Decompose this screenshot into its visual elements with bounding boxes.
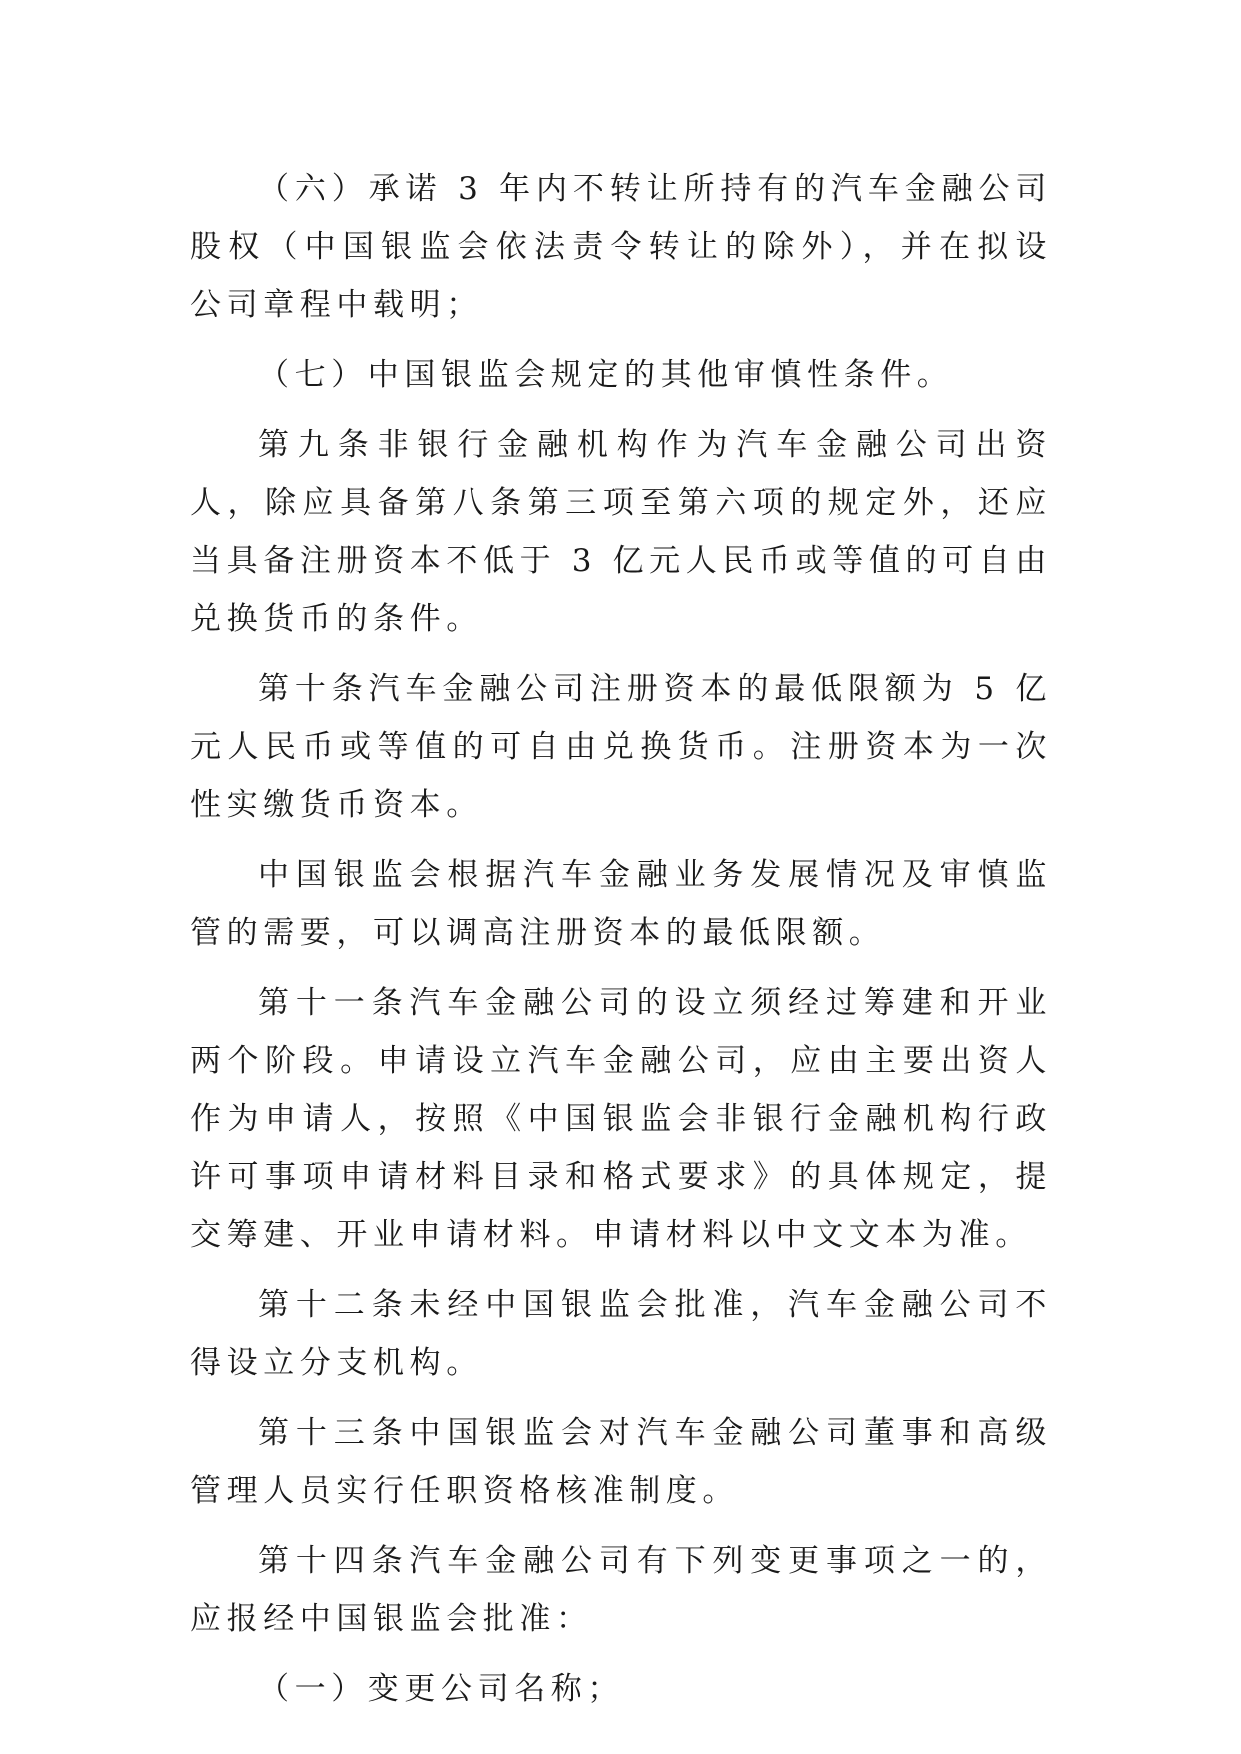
paragraph-article-11: 第十一条汽车金融公司的设立须经过筹建和开业两个阶段。申请设立汽车金融公司，应由主要出资人作为申请人，按照《中国银监会非银行金融机构行政许可事项申请材料目录和格式要求》的具体规定，提交筹建、开业申请材料。申请材料以中文文本为准。 bbox=[190, 985, 1052, 1253]
document-body bbox=[190, 160, 1052, 1730]
paragraph-article-12: 第十二条未经中国银监会批准，汽车金融公司不得设立分支机构。 bbox=[190, 1287, 1052, 1381]
paragraph-article-14: 第十四条汽车金融公司有下列变更事项之一的，应报经中国银监会批准： bbox=[190, 1543, 1052, 1637]
paragraph-item-7: （七）中国银监会规定的其他审慎性条件。 bbox=[258, 357, 954, 393]
paragraph-article-13: 第十三条中国银监会对汽车金融公司董事和高级管理人员实行任职资格核准制度。 bbox=[190, 1415, 1052, 1509]
paragraph-article-14-item-1: （一）变更公司名称； bbox=[258, 1671, 624, 1707]
paragraph-article-9: 第九条非银行金融机构作为汽车金融公司出资人，除应具备第八条第三项至第六项的规定外，还应当具备注册资本不低于 3 亿元人民币或等值的可自由兑换货币的条件。 bbox=[190, 427, 1052, 637]
paragraph-article-10-sub: 中国银监会根据汽车金融业务发展情况及审慎监管的需要，可以调高注册资本的最低限额。 bbox=[190, 857, 1052, 951]
paragraph-article-10: 第十条汽车金融公司注册资本的最低限额为 5 亿元人民币或等值的可自由兑换货币。注册资本为一次性实缴货币资本。 bbox=[190, 671, 1052, 823]
paragraph-item-6: （六）承诺 3 年内不转让所持有的汽车金融公司股权（中国银监会依法责令转让的除外），并在拟设公司章程中载明； bbox=[190, 171, 1052, 323]
